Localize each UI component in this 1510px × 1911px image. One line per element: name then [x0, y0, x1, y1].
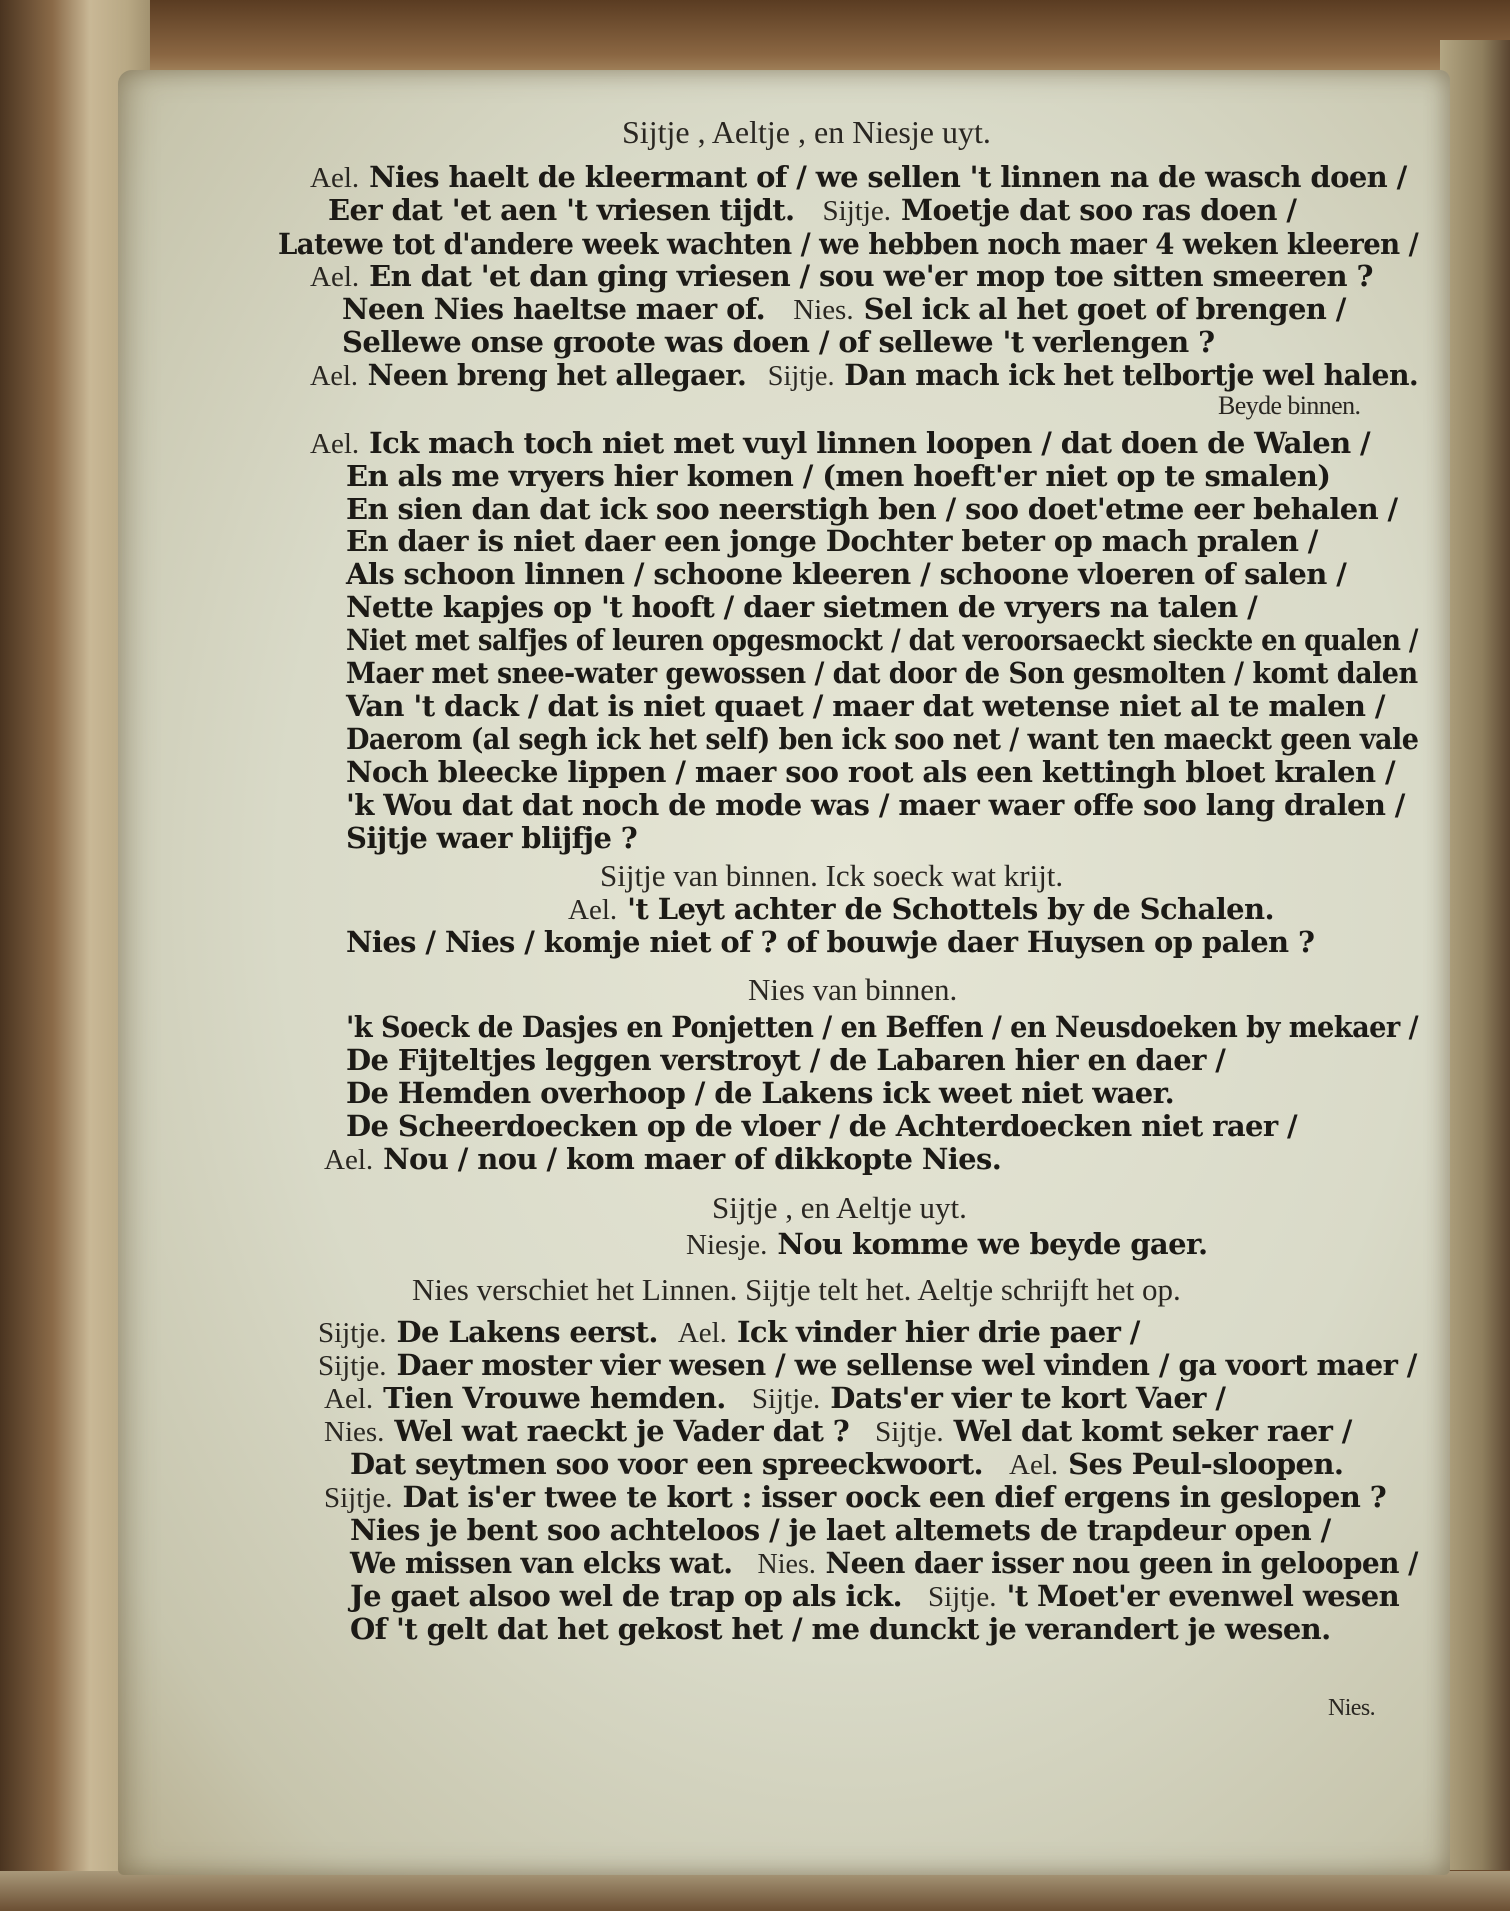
text-line: De Scheerdoecken op de vloer / de Achterdoecken niet raer /	[346, 1109, 1298, 1143]
text-line: Latewe tot d'andere week wachten / we hebben noch maer 4 weken kleeren /	[278, 227, 1419, 261]
text-line: Ael. Nou / nou / kom maer of dikkopte Nies.	[324, 1142, 1002, 1176]
text-line: Niesje. Nou komme we beyde gaer.	[686, 1227, 1208, 1261]
text-line: Sijtje waer blijfje ?	[346, 821, 638, 855]
text-line: Je gaet alsoo wel de trap op als ick. Sijtje. 't Moet'er evenwel wesen	[350, 1579, 1400, 1613]
text-line: En daer is niet daer een jonge Dochter beter op mach pralen /	[346, 524, 1318, 558]
text-line: Van 't dack / dat is niet quaet / maer dat wetense niet al te malen /	[346, 689, 1385, 723]
text-line: Sellewe onse groote was doen / of sellewe 't verlengen ?	[342, 325, 1215, 359]
page-text	[118, 70, 1450, 1875]
text-line: En sien dan dat ick soo neerstigh ben / soo doet'etme eer behalen /	[346, 492, 1398, 526]
catchword: Nies.	[1328, 1695, 1375, 1721]
text-line: Nies. Wel wat raeckt je Vader dat ? Sijtje. Wel dat komt seker raer /	[324, 1414, 1352, 1448]
text-line: Eer dat 'et aen 't vriesen tijdt. Sijtje. Moetje dat soo ras doen /	[328, 193, 1297, 227]
text-line: Ael. 't Leyt achter de Schottels by de Schalen.	[568, 892, 1274, 926]
text-line: Sijtje. Dat is'er twee te kort : isser oock een dief ergens in geslopen ?	[324, 1480, 1387, 1514]
text-line: Sijtje. De Lakens eerst. Ael. Ick vinder hier drie paer /	[318, 1315, 1140, 1349]
book-bottom-edge	[0, 1871, 1510, 1911]
text-line: Nette kapjes op 't hooft / daer sietmen de vryers na talen /	[346, 590, 1258, 624]
stage-direction: Nies van binnen.	[748, 972, 958, 1007]
book-page	[118, 70, 1450, 1875]
stage-direction: Beyde binnen.	[1218, 391, 1361, 420]
text-line: En als me vryers hier komen / (men hoeft'er niet op te smalen)	[346, 459, 1331, 493]
text-line: Ael. Neen breng het allegaer. Sijtje. Dan mach ick het telbortje wel halen.	[310, 358, 1419, 392]
text-line: Nies / Nies / komje niet of ? of bouwje daer Huysen op palen ?	[346, 925, 1315, 959]
stage-direction: Nies verschiet het Linnen. Sijtje telt het. Aeltje schrijft het op.	[412, 1272, 1181, 1307]
text-line: We missen van elcks wat. Nies. Neen daer isser nou geen in geloopen /	[350, 1546, 1418, 1580]
text-line: Ael. Ick mach toch niet met vuyl linnen loopen / dat doen de Walen /	[310, 426, 1371, 460]
book-top-edge	[0, 0, 1510, 78]
text-line: Daerom (al segh ick het self) ben ick soo net / want ten maeckt geen vale	[346, 722, 1419, 756]
stage-direction: Sijtje , en Aeltje uyt.	[712, 1190, 967, 1225]
text-line: Maer met snee-water gewossen / dat door de Son gesmolten / komt dalen	[346, 656, 1418, 690]
text-line: Ael. En dat 'et dan ging vriesen / sou we'er mop toe sitten smeeren ?	[310, 259, 1373, 293]
text-line: 'k Wou dat dat noch de mode was / maer waer offe soo lang dralen /	[346, 788, 1405, 822]
text-line: Dat seytmen soo voor een spreeckwoort. Ael. Ses Peul-sloopen.	[350, 1447, 1344, 1481]
text-line: Of 't gelt dat het gekost het / me dunckt je verandert je wesen.	[350, 1612, 1331, 1646]
text-line: Ael. Nies haelt de kleermant of / we sellen 't linnen na de wasch doen /	[310, 160, 1407, 194]
text-line: Ael. Tien Vrouwe hemden. Sijtje. Dats'er vier te kort Vaer /	[324, 1381, 1226, 1415]
text-line: De Fijteltjes leggen verstroyt / de Labaren hier en daer /	[346, 1043, 1226, 1077]
text-line: Nies je bent soo achteloos / je laet altemets de trapdeur open /	[350, 1513, 1331, 1547]
page-heading: Sijtje , Aeltje , en Niesje uyt.	[622, 114, 991, 150]
text-line: Sijtje. Daer moster vier wesen / we sellense wel vinden / ga voort maer /	[318, 1348, 1417, 1382]
text-line: Niet met salfjes of leuren opgesmockt / dat veroorsaeckt sieckte en qualen /	[346, 623, 1418, 657]
book-right-edge	[1440, 40, 1510, 1870]
text-line: Als schoon linnen / schoone kleeren / schoone vloeren of salen /	[346, 557, 1347, 591]
text-line: De Hemden overhoop / de Lakens ick weet niet waer.	[346, 1076, 1175, 1110]
text-line: 'k Soeck de Dasjes en Ponjetten / en Beffen / en Neusdoeken by mekaer /	[346, 1010, 1418, 1044]
text-line: Noch bleecke lippen / maer soo root als een kettingh bloet kralen /	[346, 755, 1395, 789]
text-line: Neen Nies haeltse maer of. Nies. Sel ick al het goet of brengen /	[342, 292, 1346, 326]
stage-direction: Sijtje van binnen. Ick soeck wat krijt.	[600, 858, 1064, 893]
